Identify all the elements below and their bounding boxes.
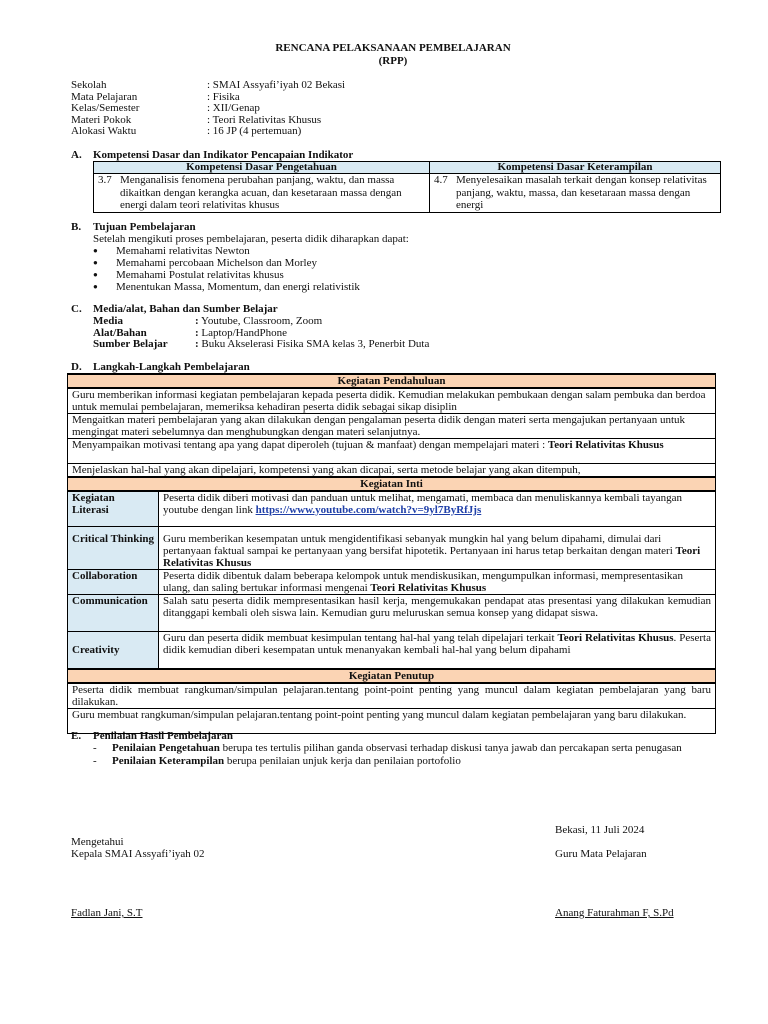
activity-text: . Peserta didik kemudian diberi kesempatan untuk menanyakan kembali hal-hal yang belum dipahami	[163, 632, 711, 656]
activity-description	[159, 632, 716, 670]
teacher-name: Anang Faturahman F, S.Pd	[555, 907, 674, 919]
activity-label: Creativity	[68, 632, 159, 670]
section-letter: A.	[71, 149, 82, 161]
assessment-text: berupa tes tertulis pilihan ganda observasi terhadap diskusi tanya jawab dan percakapan serta penugasan	[219, 742, 682, 754]
identity-value: : SMAI Assyafi’iyah 02 Bekasi	[207, 79, 346, 91]
document-subtitle: (RPP)	[378, 55, 408, 67]
objectives-intro: Setelah mengikuti proses pembelajaran, peserta didik diharapkan dapat:	[93, 233, 409, 245]
kd-knowledge-cell	[94, 174, 430, 213]
kd-text: Menganalisis fenomena perubahan panjang, waktu, dan massa dikaitkan dengan kerangka acuan, dan kesetaraan massa dengan energi dalam teori relativitas khusus	[120, 174, 402, 211]
list-item: ● Memahami Postulat relativitas khusus	[93, 269, 360, 281]
assessment-type: Penilaian Keterampilan	[112, 754, 225, 767]
tools-colon: :	[195, 327, 199, 339]
topic-emphasis: Teori Relativitas Khusus	[370, 582, 487, 594]
table-row: Peserta didik membuat rangkuman/simpulan pelajaran.tentang point-point penting yang muncul dalam kegiatan pembelajaran yang baru dilakukan.	[68, 683, 716, 709]
list-item: ● Memahami percobaan Michelson dan Morley	[93, 257, 360, 269]
section-b-heading	[71, 221, 196, 234]
section-title: Kompetensi Dasar dan Indikator Pencapaian Indikator	[93, 149, 354, 161]
list-item	[93, 742, 723, 755]
section-letter: D.	[71, 361, 82, 373]
activity-label: Critical Thinking	[68, 527, 159, 570]
activity-label: Communication	[68, 595, 159, 632]
tools-value: Laptop/HandPhone	[198, 327, 287, 339]
section-a-heading	[71, 149, 353, 162]
identity-value: : 16 JP (4 pertemuan)	[207, 125, 302, 137]
identity-label: Alokasi Waktu	[71, 125, 137, 137]
section-e-heading	[71, 730, 233, 743]
activity-description: Salah satu peserta didik mempresentasikan hasil kerja, mengemukakan pendapat atas presentasi yang dilakukan kemudian ditanggapi kembali oleh siswa lain. Kemudian guru meluruskan semua konsep yang didapat siswa.	[159, 595, 716, 632]
tools-label: Alat/Bahan	[93, 327, 147, 339]
table-row	[68, 439, 716, 464]
media-label: Media	[93, 315, 123, 327]
topic-emphasis: Teori Relativitas Khusus	[557, 632, 674, 644]
kd-knowledge-header: Kompetensi Dasar Pengetahuan	[94, 162, 430, 174]
principal-name: Fadlan Jani, S.T	[71, 907, 143, 919]
table-row: Guru memberikan informasi kegiatan pembelajaran kepada peserta didik. Kemudian melakukan pembukaan dengan salam pembuka dan berdoa untuk memulai pembelajaran, memeriksa kehadiran peserta didik sebagai sikap disiplin	[68, 388, 716, 414]
section-letter: E.	[71, 730, 82, 742]
identity-value: : XII/Genap	[207, 102, 260, 114]
principal-title: Kepala SMAI Assyafi’iyah 02	[71, 848, 205, 860]
table-row: Menjelaskan hal-hal yang akan dipelajari, kompetensi yang akan dicapai, serta metode belajar yang akan ditempuh,	[68, 464, 716, 478]
closing-activity-header: Kegiatan Penutup	[68, 669, 716, 683]
identity-label: Kelas/Semester	[71, 102, 140, 114]
activity-description	[159, 491, 716, 527]
section-letter: C.	[71, 303, 82, 315]
activity-label: Kegiatan Literasi	[68, 491, 159, 527]
row-text: Menyampaikan motivasi tentang apa yang dapat diperoleh (tujuan & manfaat) dengan mempelajari materi :	[72, 439, 548, 451]
teacher-title: Guru Mata Pelajaran	[555, 848, 647, 860]
identity-label: Sekolah	[71, 79, 107, 91]
competency-table	[93, 161, 721, 213]
kd-text: Menyelesaikan masalah terkait dengan konsep relativitas panjang, waktu, massa, dan kesetaraan massa dengan energi	[456, 174, 707, 211]
activity-text: Peserta didik diberi motivasi dan panduan untuk melihat, mengamati, membaca dan menuliskannya kembali tayangan youtube dengan link	[163, 492, 682, 516]
list-item: ● Memahami relativitas Newton	[93, 245, 360, 257]
list-item	[93, 755, 723, 768]
core-activity-header: Kegiatan Inti	[68, 477, 716, 491]
source-row	[93, 338, 429, 351]
assessment-type: Penilaian Pengetahuan	[112, 742, 220, 754]
media-row	[93, 315, 322, 328]
source-colon: :	[195, 338, 199, 350]
document-title: RENCANA PELAKSANAAN PEMBELAJARAN	[275, 42, 511, 54]
identity-value: : Teori Relativitas Khusus	[207, 114, 322, 126]
identity-label: Materi Pokok	[71, 114, 132, 126]
identity-value: : Fisika	[207, 91, 240, 103]
section-title: Penilaian Hasil Pembelajaran	[93, 730, 233, 742]
section-title: Media/alat, Bahan dan Sumber Belajar	[93, 303, 278, 315]
acknowledged-label: Mengetahui	[71, 836, 124, 848]
section-letter: B.	[71, 221, 82, 233]
activity-description	[159, 570, 716, 595]
kd-number: 4.7	[434, 174, 448, 186]
objectives-list	[93, 245, 360, 293]
section-title: Langkah-Langkah Pembelajaran	[93, 361, 250, 373]
table-row: Mengaitkan materi pembelajaran yang akan dilakukan dengan pengalaman peserta didik dengan materi serta mengajukan pertanyaan untuk mengingat materi sebelumnya dan menghubungkan dengan materi selanjutnya.	[68, 414, 716, 439]
section-c-heading	[71, 303, 278, 316]
activity-text: Guru memberikan kesempatan untuk mengidentifikasi sebanyak mungkin hal yang belum dipahami, dimulai dari pertanyaan faktual sampai ke pertanyaan yang bersifat hipotetik. Pertanyaan ini harus tetap berkaitan dengan materi	[163, 533, 676, 557]
youtube-link[interactable]: https://www.youtube.com/watch?v=9yl7ByRfJjs	[255, 504, 482, 516]
section-title: Tujuan Pembelajaran	[93, 221, 196, 233]
learning-steps-table	[67, 373, 716, 734]
media-value: Youtube, Classroom, Zoom	[198, 315, 323, 327]
section-d-heading	[71, 361, 250, 374]
opening-activity-header: Kegiatan Pendahuluan	[68, 374, 716, 388]
table-row: Guru membuat rangkuman/simpulan pelajaran.tentang point-point penting yang muncul dalam kegiatan pembelajaran yang baru dilakukan.	[68, 709, 716, 734]
source-value: Buku Akselerasi Fisika SMA kelas 3, Penerbit Duta	[198, 338, 430, 350]
activity-text: Peserta didik dibentuk dalam beberapa kelompok untuk mendiskusikan, mengumpulkan informasi, mempresentasikan ulang, dan saling bertukar informasi mengenai	[163, 570, 683, 594]
media-colon: :	[195, 315, 199, 327]
kd-skill-cell	[430, 174, 721, 213]
list-item: ● Menentukan Massa, Momentum, dan energi relativistik	[93, 281, 360, 293]
topic-emphasis: Teori Relativitas Khusus	[547, 439, 664, 451]
place-date: Bekasi, 11 Juli 2024	[555, 824, 645, 836]
assessment-text: berupa penilaian unjuk kerja dan penilaian portofolio	[224, 754, 461, 767]
activity-text: Guru dan peserta didik membuat kesimpulan tentang hal-hal yang telah dipelajari terkait	[163, 632, 558, 644]
identity-label: Mata Pelajaran	[71, 91, 138, 103]
activity-description	[159, 527, 716, 570]
activity-label: Collaboration	[68, 570, 159, 595]
source-label: Sumber Belajar	[93, 338, 168, 350]
kd-skill-header: Kompetensi Dasar Keterampilan	[430, 162, 721, 174]
assessment-list	[93, 742, 723, 767]
kd-number: 3.7	[98, 174, 112, 186]
topic-emphasis: Teori Relativitas Khusus	[163, 545, 701, 569]
